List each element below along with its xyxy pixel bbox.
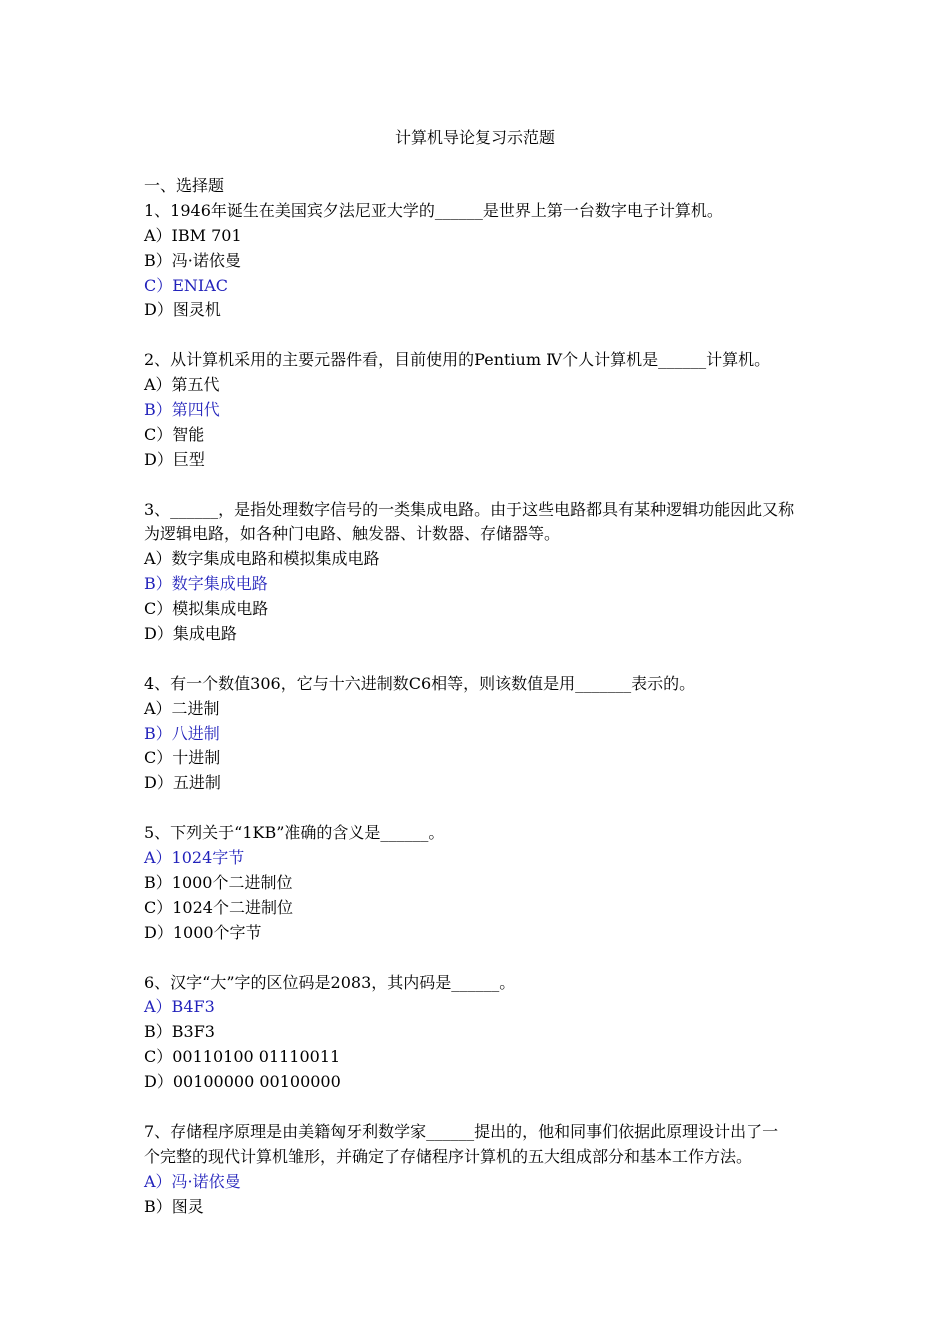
answer-option: A）二进制 (144, 698, 220, 718)
question-list (144, 174, 809, 1219)
question-text: 2、从计算机采用的主要元器件看，目前使用的Pentium Ⅳ个人计算机是______计算机。 (144, 350, 771, 370)
answer-option: C）00110100 01110011 (144, 1047, 341, 1067)
answer-option-correct: B）八进制 (144, 723, 220, 743)
answer-option: A）数字集成电路和模拟集成电路 (144, 549, 380, 569)
answer-option: D）1000个字节 (144, 922, 262, 942)
question-block (144, 348, 809, 472)
answer-option: D）图灵机 (144, 300, 221, 320)
question-text: 6、汉字“大”字的区位码是2083，其内码是______。 (144, 972, 516, 992)
question-text: 1、1946年诞生在美国宾夕法尼亚大学的______是世界上第一台数字电子计算机。 (144, 200, 723, 220)
section-heading: 一、选择题 (144, 176, 225, 195)
answer-option: C）十进制 (144, 748, 221, 768)
answer-option: C）模拟集成电路 (144, 599, 269, 619)
answer-option-correct: B）第四代 (144, 400, 220, 420)
question-block (144, 498, 809, 647)
answer-option-correct: B）数字集成电路 (144, 574, 268, 594)
question-block (144, 971, 809, 1095)
answer-option: B）B3F3 (144, 1022, 215, 1042)
answer-option-correct: A）冯·诺依曼 (144, 1171, 241, 1191)
question-text: 个完整的现代计算机雏形，并确定了存储程序计算机的五大组成部分和基本工作方法。 (144, 1146, 753, 1166)
question-text: 为逻辑电路，如各种门电路、触发器、计数器、存储器等。 (144, 524, 561, 544)
answer-option: A）第五代 (144, 375, 220, 395)
answer-option: C）1024个二进制位 (144, 897, 293, 917)
question-block (144, 821, 809, 945)
question-block (144, 199, 809, 323)
question-spacer (144, 647, 809, 672)
page-title: 计算机导论复习示范题 (394, 128, 555, 147)
answer-option-correct: A）1024字节 (144, 848, 245, 868)
answer-option: B）1000个二进制位 (144, 872, 293, 892)
question-block (144, 672, 809, 796)
question-spacer (144, 796, 809, 821)
question-spacer (144, 946, 809, 971)
question-text: 7、存储程序原理是由美籍匈牙利数学家______提出的，他和同事们依据此原理设计出了一 (144, 1121, 779, 1141)
question-text: 3、______，是指处理数字信号的一类集成电路。由于这些电路都具有某种逻辑功能因此又称 (144, 499, 795, 519)
answer-option: C）智能 (144, 424, 205, 444)
answer-option: D）五进制 (144, 773, 221, 793)
answer-option: D）巨型 (144, 449, 205, 469)
question-text: 4、有一个数值306，它与十六进制数C6相等，则该数值是用_______表示的。 (144, 673, 696, 693)
answer-option: B）冯·诺依曼 (144, 250, 241, 270)
question-spacer (144, 323, 809, 348)
question-spacer (144, 1095, 809, 1120)
answer-option: D）00100000 00100000 (144, 1072, 341, 1092)
answer-option: D）集成电路 (144, 624, 237, 644)
question-text: 5、下列关于“1KB”准确的含义是______。 (144, 823, 445, 843)
answer-option: A）IBM 701 (144, 225, 242, 245)
answer-option: B）图灵 (144, 1196, 204, 1216)
answer-option-correct: C）ENIAC (144, 275, 229, 295)
question-spacer (144, 473, 809, 498)
question-block (144, 1120, 809, 1220)
answer-option-correct: A）B4F3 (144, 997, 215, 1017)
